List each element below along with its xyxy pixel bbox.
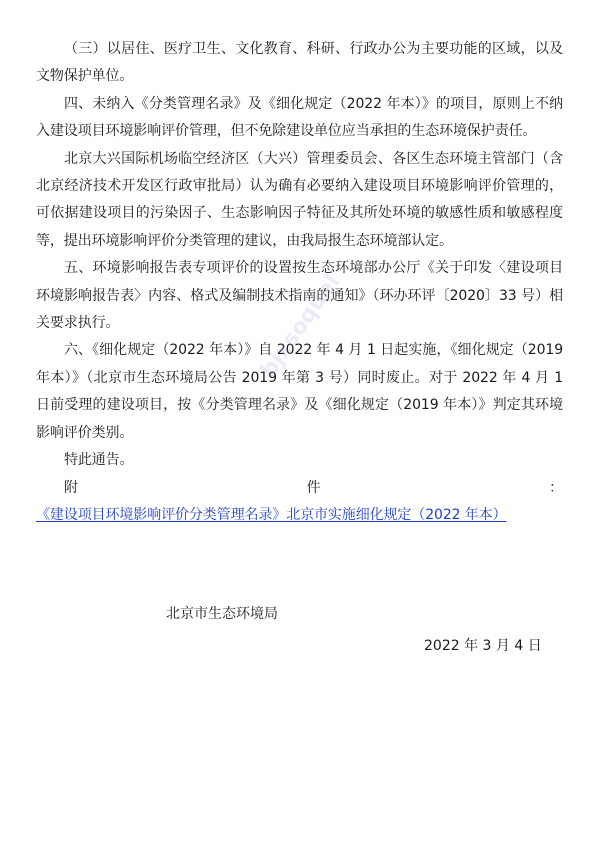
issue-date: 2022 年 3 月 4 日 [424, 638, 542, 654]
attachment-label: 附件： [64, 479, 563, 496]
attachment-line [36, 475, 563, 530]
paragraph-clause-3: （三）以居住、医疗卫生、文化教育、科研、行政办公为主要功能的区域，以及文物保护单位。 [36, 41, 563, 85]
issuer-signature: 北京市生态环境局 [166, 606, 278, 622]
watermark: bjxsoquel [256, 270, 346, 383]
document-body [36, 36, 563, 529]
paragraph-authority-note: 北京大兴国际机场临空经济区（大兴）管理委员会、各区生态环境主管部门（含北京经济技术开发区行政审批局）认为确有必要纳入建设项目环境影响评价管理的，可依据建设项目的污染因子、生态影响因子特征及其所处环境的敏感性质和敏感程度等，提出环境影响评价分类管理的建议，由我局报生态环境部认定。 [36, 150, 563, 249]
paragraph-clause-4: 四、未纳入《分类管理名录》及《细化规定（2022 年本）》的项目，原则上不纳入建设项目环境影响评价管理，但不免除建设单位应当承担的生态环境保护责任。 [36, 95, 563, 140]
attachment-link[interactable]: 《建设项目环境影响评价分类管理名录》北京市实施细化规定（2022 年本） [36, 506, 507, 523]
paragraph-clause-6: 六、《细化规定（2022 年本）》自 2022 年 4 月 1 日起实施，《细化规定（2019 年本）》（北京市生态环境局公告 2019 年第 3 号）同时废止。对于 2022 年 4 月 1 日前受理的建设项目，按《分类管理名录》及《细化规定（2019 年本）》判定其环境影响评价类别。 [36, 342, 563, 441]
paragraph-notice-closing: 特此通告。 [64, 452, 134, 469]
paragraph-clause-5: 五、环境影响报告表专项评价的设置按生态环境部办公厅《关于印发〈建设项目环境影响报告表〉内容、格式及编制技术指南的通知》（环办环评〔2020〕33 号）相关要求执行。 [36, 260, 563, 332]
